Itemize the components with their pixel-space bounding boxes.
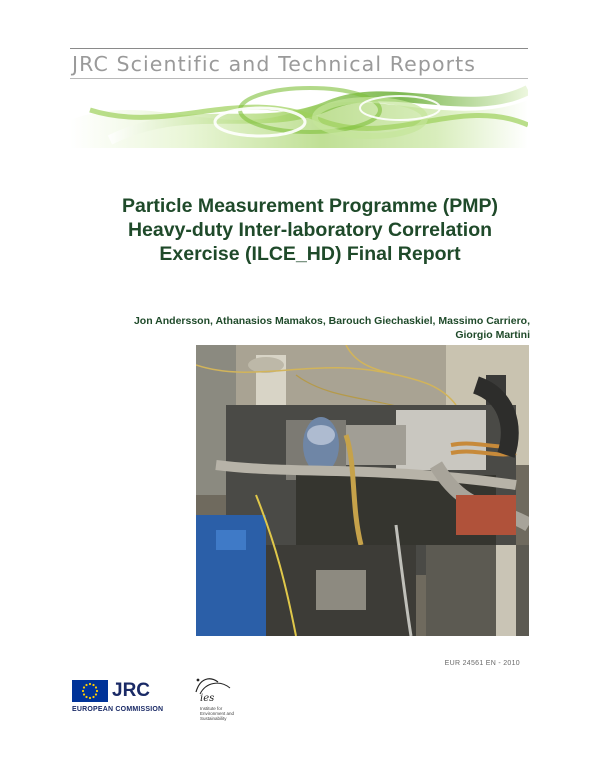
ies-subtitle xyxy=(200,706,234,721)
report-title-line-2: Heavy-duty Inter-laboratory Correlation xyxy=(127,219,493,241)
header-top-rule xyxy=(70,48,528,49)
report-title-line-3: Exercise (ILCE_HD) Final Report xyxy=(159,243,461,265)
ies-subtitle-line-2: Environment and xyxy=(200,711,235,716)
jrc-logo-text: JRC xyxy=(112,680,151,701)
authors-line-2: Giorgio Martini xyxy=(455,329,530,341)
ies-swirl-icon xyxy=(190,674,250,696)
report-number: EUR 24561 EN - 2010 xyxy=(444,660,520,667)
report-title xyxy=(90,194,530,266)
ies-logo-text: ies xyxy=(200,693,215,704)
series-title: JRC Scientific and Technical Reports xyxy=(72,52,477,76)
report-title-line-1: Particle Measurement Programme (PMP) xyxy=(121,195,499,217)
authors-line-1: Jon Andersson, Athanasios Mamakos, Barouch Giechaskiel, Massimo Carriero, xyxy=(133,315,530,327)
ies-subtitle-line-1: Institute for xyxy=(200,706,223,711)
european-commission-text: EUROPEAN COMMISSION xyxy=(72,706,164,713)
header-divider xyxy=(70,78,528,79)
ies-logo xyxy=(190,674,250,722)
green-wave-banner xyxy=(70,80,528,148)
authors xyxy=(90,314,530,342)
ies-subtitle-line-3: Sustainability xyxy=(200,716,227,721)
eu-flag-icon xyxy=(72,680,108,702)
engine-test-bench-photo xyxy=(196,345,529,636)
